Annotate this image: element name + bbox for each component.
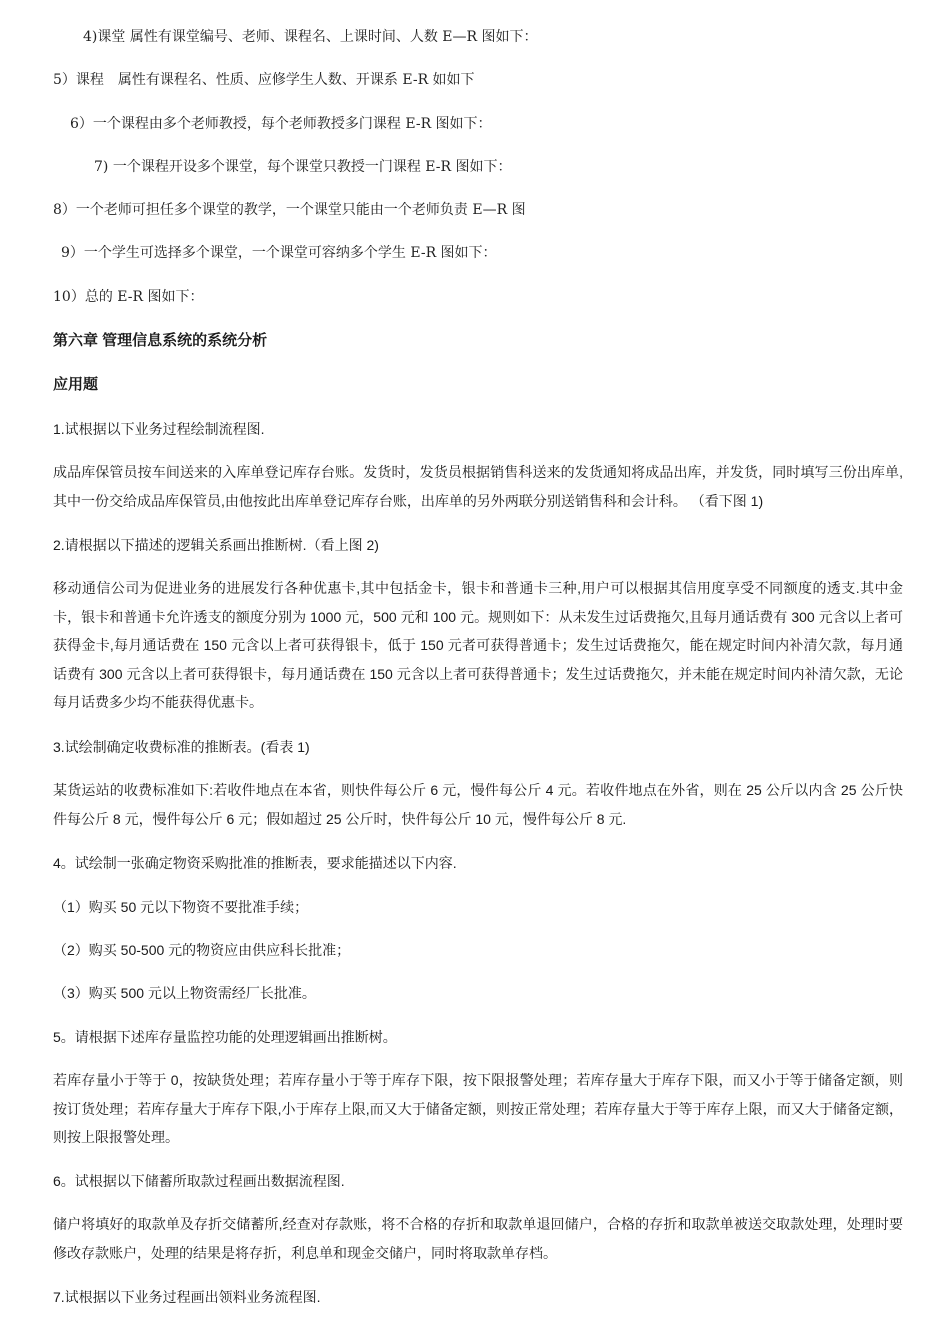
question-5-title: 5。请根据下述库存量监控功能的处理逻辑画出推断树。 [53, 1029, 397, 1045]
er-item-8: 8）一个老师可担任多个课堂的教学，一个课堂只能由一个老师负责 E—R 图 [53, 202, 526, 218]
chapter-title: 第六章 管理信息系统的系统分析 [53, 332, 268, 349]
question-7-title: 7.试根据以下业务过程画出领料业务流程图. [53, 1289, 321, 1305]
er-item-6: 6）一个课程由多个老师教授，每个老师教授多门课程 E-R 图如下： [70, 116, 492, 132]
section-title: 应用题 [53, 376, 99, 393]
er-item-10: 10）总的 E-R 图如下： [53, 289, 204, 305]
question-5-body: 若库存量小于等于 0，按缺货处理；若库存量小于等于库存下限，按下限报警处理；若库存量大于库存下限，而又小于等于储备定额，则按订货处理；若库存量大于库存下限,小于库存上限,而又大于储备定额，则按正常处理；若库存量大于等于库存上限，而又大于储备定额，则按上限报警处理。 [53, 1072, 903, 1145]
question-4-title: 4。试绘制一张确定物资采购批准的推断表，要求能描述以下内容. [53, 855, 457, 871]
question-1-body: 成品库保管员按车间送来的入库单登记库存台账。发货时，发货员根据销售科送来的发货通知将成品出库，并发货，同时填写三份出库单,其中一份交给成品库保管员,由他按此出库单登记库存台账，出库单的另外两联分别送销售科和会计科。 （看下图 1) [53, 464, 903, 509]
question-6-title: 6。试根据以下储蓄所取款过程画出数据流程图. [53, 1173, 345, 1189]
er-item-7: 7) 一个课程开设多个课堂，每个课堂只教授一门课程 E-R 图如下： [94, 159, 512, 175]
question-2-body: 移动通信公司为促进业务的进展发行各种优惠卡,其中包括金卡，银卡和普通卡三种,用户可以根据其信用度享受不同额度的透支.其中金卡，银卡和普通卡允许透支的额度分别为 1000 元，500 元和 100 元。规则如下：从未发生过话费拖欠,且每月通话费有 300 元含以上者可获得金卡,每月通话费在 150 元含以上者可获得银卡，低于 150 元者可获得普通卡；发生过话费拖欠，能在规定时间内补清欠款，每月通话费有 300 元含以上者可获得银卡，每月通话费在 150 元含以上者可获得普通卡；发生过话费拖欠，并未能在规定时间内补清欠款，无论每月话费多少均不能获得优惠卡。 [53, 580, 903, 710]
question-3-title: 3.试绘制确定收费标准的推断表。(看表 1) [53, 739, 310, 755]
question-1-title: 1.试根据以下业务过程绘制流程图. [53, 421, 265, 437]
question-3-body: 某货运站的收费标准如下:若收件地点在本省，则快件每公斤 6 元，慢件每公斤 4 元。若收件地点在外省，则在 25 公斤以内含 25 公斤快件每公斤 8 元，慢件每公斤 6 元；假如超过 25 公斤时，快件每公斤 10 元，慢件每公斤 8 元. [53, 782, 903, 827]
er-item-5: 5）课程 属性有课程名、性质、应修学生人数、开课系 E-R 如如下 [53, 72, 475, 88]
question-6-body: 储户将填好的取款单及存折交储蓄所,经查对存款账，将不合格的存折和取款单退回储户，合格的存折和取款单被送交取款处理，处理时要修改存款账户，处理的结果是将存折，利息单和现金交储户，同时将取款单存档。 [53, 1216, 903, 1261]
question-2-title: 2.请根据以下描述的逻辑关系画出推断树.（看上图 2) [53, 537, 379, 553]
question-4-item-3: （3）购买 500 元以上物资需经厂长批准。 [53, 985, 316, 1001]
er-item-9: 9）一个学生可选择多个课堂，一个课堂可容纳多个学生 E-R 图如下： [61, 245, 497, 261]
question-4-item-1: （1）购买 50 元以下物资不要批准手续； [53, 899, 309, 915]
er-item-4: 4)课堂 属性有课堂编号、老师、课程名、上课时间、人数 E—R 图如下： [83, 29, 538, 45]
question-4-item-2: （2）购买 50-500 元的物资应由供应科长批准； [53, 942, 351, 958]
